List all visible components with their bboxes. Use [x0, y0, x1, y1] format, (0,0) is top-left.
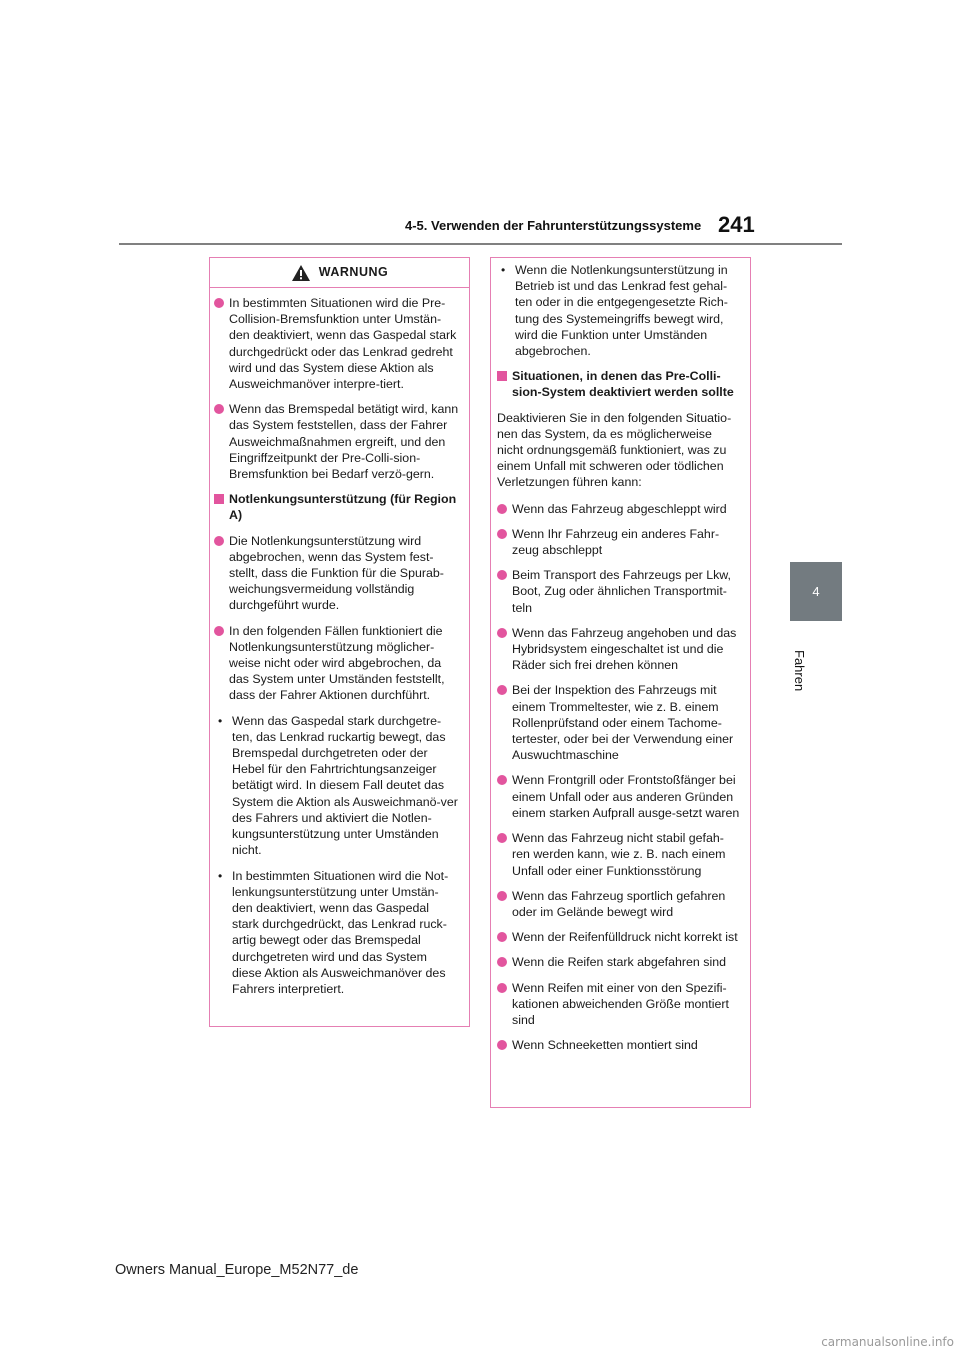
bullet-dot-icon	[497, 570, 507, 580]
subheading: Situationen, in denen das Pre-Colli-sion-System deaktiviert werden sollte	[497, 368, 740, 400]
bullet-dot-icon	[497, 504, 507, 514]
list-item: • Wenn das Gaspedal stark durchgetre-ten, das Lenkrad ruckartig bewegt, das Bremspedal durchgetreten oder der Hebel für den Fahrtrichtungsanzeiger betätigt wird. In diesem Fall deutet das System die Aktion als Ausweichmanö-ver des Fahrers und aktiviert die Notlen-kungsunterstützung unter Umständen nicht.	[214, 713, 459, 859]
list-item: • In bestimmten Situationen wird die Not-lenkungsunterstützung unter Umstän-den deaktiviert, wenn das Gaspedal stark durchgedrückt, das Lenkrad ruck-artig bewegt oder das Bremspedal durchgetreten wird und das System diese Aktion als Ausweichmanöver des Fahrers interpretiert.	[214, 868, 459, 998]
list-item: Wenn Reifen mit einer von den Spezifi-kationen abweichenden Größe montiert sind	[497, 980, 740, 1029]
chapter-label: Fahren	[792, 650, 807, 692]
bullet-dot-icon	[497, 529, 507, 539]
warning-title: WARNUNG	[318, 265, 389, 280]
list-item: Beim Transport des Fahrzeugs per Lkw, Boot, Zug oder ähnlichen Transportmit-teln	[497, 567, 740, 616]
bullet-dot-icon	[497, 1040, 507, 1050]
bullet-dot-icon	[497, 957, 507, 967]
bullet-dot-icon	[214, 626, 224, 636]
list-item: Wenn Ihr Fahrzeug ein anderes Fahr-zeug abschleppt	[497, 526, 740, 558]
bullet-dot-icon	[214, 404, 224, 414]
list-item: In den folgenden Fällen funktioniert die Notlenkungsunterstützung möglicher-weise nicht oder wird abgebrochen, da das System unter Umständen feststellt, dass der Fahrer Aktionen durchführt.	[214, 623, 459, 704]
bullet-dot-icon	[497, 833, 507, 843]
square-bullet-icon	[497, 371, 507, 381]
bullet-dot-icon	[497, 891, 507, 901]
small-bullet-icon: •	[218, 713, 223, 728]
chapter-tab	[790, 562, 842, 621]
page-number: 241	[718, 212, 755, 237]
warning-icon	[291, 264, 311, 282]
bullet-dot-icon	[497, 983, 507, 993]
warning-box	[209, 257, 470, 1027]
paragraph: Deaktivieren Sie in den folgenden Situatio-nen das System, da es möglicherweise nicht ordnungsgemäß funktioniert, was zu einem Unfall mit schweren oder tödlichen Verletzungen führen kann:	[497, 410, 732, 490]
list-item: Die Notlenkungsunterstützung wird abgebrochen, wenn das System fest-stellt, dass die Funktion für die Spurab-weichungsvermeidung vollständig durchgeführt wurde.	[214, 533, 459, 614]
square-bullet-icon	[214, 494, 224, 504]
bullet-dot-icon	[497, 775, 507, 785]
list-item: In bestimmten Situationen wird die Pre-Collision-Bremsfunktion unter Umstän-den deaktiviert, wenn das Gaspedal stark durchgedrückt oder das Lenkrad gedreht wird und das System diese Aktion als Ausweichmanöver interpre-tiert.	[214, 295, 459, 392]
continued-warning-box	[490, 257, 751, 1108]
header-divider	[119, 243, 842, 245]
subheading: Notlenkungsunterstützung (für Region A)	[214, 491, 459, 523]
list-item: Wenn Schneeketten montiert sind	[497, 1037, 740, 1053]
list-item: Wenn das Fahrzeug sportlich gefahren oder im Gelände bewegt wird	[497, 888, 740, 920]
bullet-dot-icon	[497, 685, 507, 695]
chapter-number: 4	[812, 584, 820, 599]
bullet-dot-icon	[214, 298, 224, 308]
list-item: Wenn das Bremspedal betätigt wird, kann das System feststellen, dass der Fahrer Ausweichmaßnahmen ergreift, und den Eingriffzeitpunkt der Pre-Colli-sion-Bremsfunktion bei Bedarf verzö-gern.	[214, 401, 459, 482]
list-item: • Wenn die Notlenkungsunterstützung in Betrieb ist und das Lenkrad fest gehal-ten oder in die entgegengesetzte Rich-tung des Systemeingriffs bewegt wird, wird die Funktion unter Umständen abgebrochen.	[497, 262, 740, 359]
list-item: Wenn das Fahrzeug abgeschleppt wird	[497, 501, 740, 517]
watermark[interactable]: carmanualsonline.info	[821, 1335, 954, 1349]
list-item: Wenn das Fahrzeug angehoben und das Hybridsystem eingeschaltet ist und die Räder sich frei drehen können	[497, 625, 740, 674]
list-item: Wenn der Reifenfülldruck nicht korrekt ist	[497, 929, 740, 945]
warning-header	[210, 258, 469, 288]
list-item: Wenn die Reifen stark abgefahren sind	[497, 954, 740, 970]
bullet-dot-icon	[214, 536, 224, 546]
list-item: Bei der Inspektion des Fahrzeugs mit einem Trommeltester, wie z. B. einem Rollenprüfstand oder einem Tachome-tertester, oder bei der Verwendung einer Auswuchtmaschine	[497, 682, 740, 763]
small-bullet-icon: •	[501, 263, 506, 277]
bullet-dot-icon	[497, 628, 507, 638]
bullet-dot-icon	[497, 932, 507, 942]
footer-doc-id: Owners Manual_Europe_M52N77_de	[115, 1262, 359, 1278]
small-bullet-icon: •	[218, 868, 223, 883]
section-title: 4-5. Verwenden der Fahrunterstützungssysteme	[405, 218, 702, 233]
list-item: Wenn das Fahrzeug nicht stabil gefah-ren werden kann, wie z. B. nach einem Unfall oder einer Funktionsstörung	[497, 830, 740, 879]
list-item: Wenn Frontgrill oder Frontstoßfänger bei einem Unfall oder aus anderen Gründen einem starken Aufprall ausge-setzt waren	[497, 772, 740, 821]
